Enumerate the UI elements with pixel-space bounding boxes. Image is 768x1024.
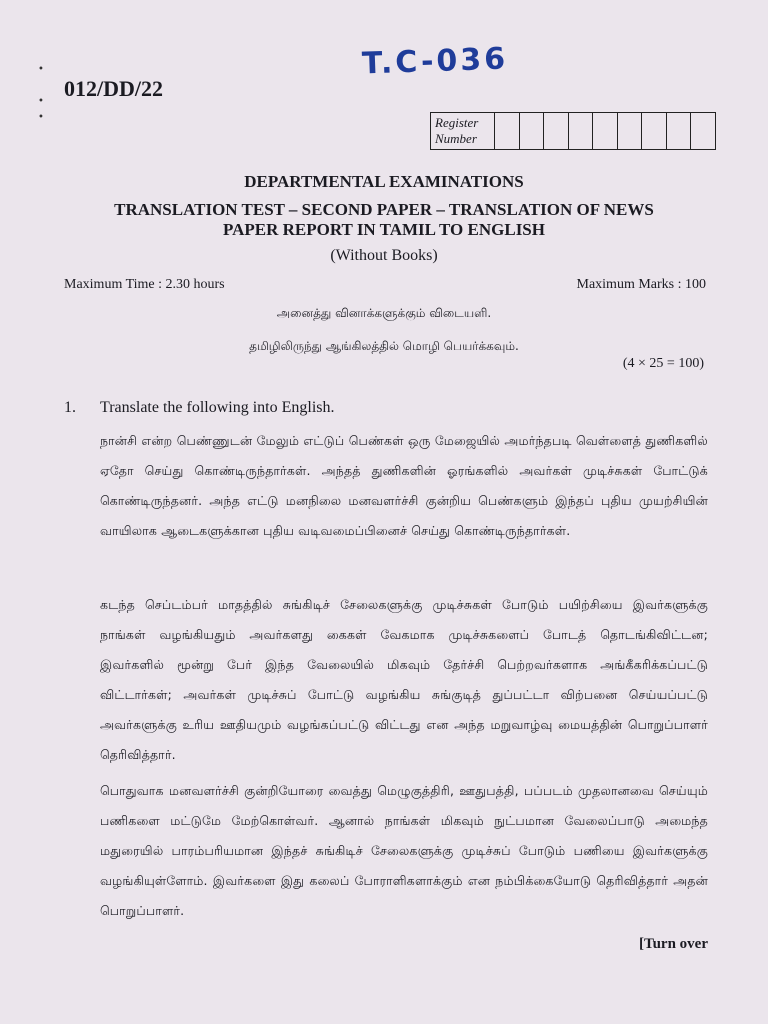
register-digit-box[interactable]: [544, 113, 569, 149]
register-number-label: Register Number: [431, 113, 495, 149]
without-books-note: (Without Books): [330, 247, 438, 264]
max-marks: Maximum Marks : 100: [576, 277, 706, 292]
register-digit-box[interactable]: [593, 113, 618, 149]
max-time: Maximum Time : 2.30 hours: [64, 277, 225, 292]
register-digit-box[interactable]: [520, 113, 545, 149]
passage-paragraph-1: நான்சி என்ற பெண்ணுடன் மேலும் எட்டுப் பெண்கள் ஒரு மேஜையில் அமர்ந்தபடி வெள்ளைத் துணிகளில் ஏதோ செய்து கொண்டிருந்தார்கள். அந்தத் துணிகளின் ஓரங்களில் அவர்கள் முடிச்சுகள் போட்டுக் கொண்டிருந்தனர். அந்த எட்டு மனநிலை மனவளர்ச்சி குன்றிய பெண்களும் இந்தப் புதிய முயற்சியின் வாயிலாக ஆடைகளுக்கான புதிய வடிவமைப்பினைச் செய்து கொண்டிருந்தார்கள்.: [100, 433, 708, 538]
passage-paragraph-2: கடந்த செப்டம்பர் மாதத்தில் சுங்கிடிச் சேலைகளுக்கு முடிச்சுகள் போடும் பயிற்சியை இவர்களுக்கு நாங்கள் வழங்கியதும் அவர்களது கைகள் வேகமாக முடிச்சுகளைப் போடத் தொடங்கிவிட்டன; இவர்களில் மூன்று பேர் இந்த வேலையில் மிகவும் தேர்ச்சி பெற்றவர்களாக அங்கீகரிக்கப்பட்டு விட்டார்கள்; அவர்கள் முடிச்சுப் போட்டு வழங்கிய சுங்குடித் துப்பட்டா விற்பனை செய்யப்பட்டு அவர்களுக்கு உரிய ஊதியமும் வழங்கப்பட்டு விட்டது என அந்த மறுவாழ்வு மையத்தின் பொறுப்பாளர் தெரிவித்தார்.: [100, 597, 708, 762]
turn-over-note: [Turn over: [638, 936, 708, 952]
register-digit-box[interactable]: [691, 113, 715, 149]
instruction-translate: தமிழிலிருந்து ஆங்கிலத்தில் மொழி பெயர்க்கவும்.: [249, 339, 519, 353]
register-number-box: [430, 112, 716, 150]
question-number: 1.: [64, 399, 76, 416]
register-digit-box[interactable]: [642, 113, 667, 149]
register-digit-box[interactable]: [667, 113, 692, 149]
register-digit-box[interactable]: [618, 113, 643, 149]
exam-title: DEPARTMENTAL EXAMINATIONS: [244, 172, 524, 191]
exam-subtitle: TRANSLATION TEST – SECOND PAPER – TRANSLATION OF NEWS PAPER REPORT IN TAMIL TO ENGLISH: [114, 200, 654, 239]
register-digit-box[interactable]: [569, 113, 594, 149]
marks-calculation: (4 × 25 = 100): [622, 356, 704, 371]
handwritten-code: T.C-036: [361, 41, 509, 82]
page-marks: • • •: [38, 64, 44, 123]
question-text: Translate the following into English.: [100, 399, 335, 416]
register-digit-box[interactable]: [495, 113, 520, 149]
instruction-answer-all: அனைத்து வினாக்களுக்கும் விடையளி.: [276, 306, 492, 320]
passage-paragraph-3: பொதுவாக மனவளர்ச்சி குன்றியோரை வைத்து மெழுகுத்திரி, ஊதுபத்தி, பப்படம் முதலானவை செய்யும் பணிகளை மட்டுமே மேற்கொள்வர். ஆனால் நாங்கள் மிகவும் நுட்பமான வேலைப்பாடு அமைந்த மதுரையில் பாரம்பரியமான இந்தச் சுங்கிடிச் சேலைகளுக்கு முடிச்சுப் போடும் பணியை இவர்களுக்கு வழங்கியுள்ளோம். இவர்களை இது கலைப் போராளிகளாக்கும் என நம்பிக்கையோடு தெரிவித்தார் அதன் பொறுப்பாளர்.: [100, 783, 708, 918]
paper-code: 012/DD/22: [64, 76, 163, 101]
